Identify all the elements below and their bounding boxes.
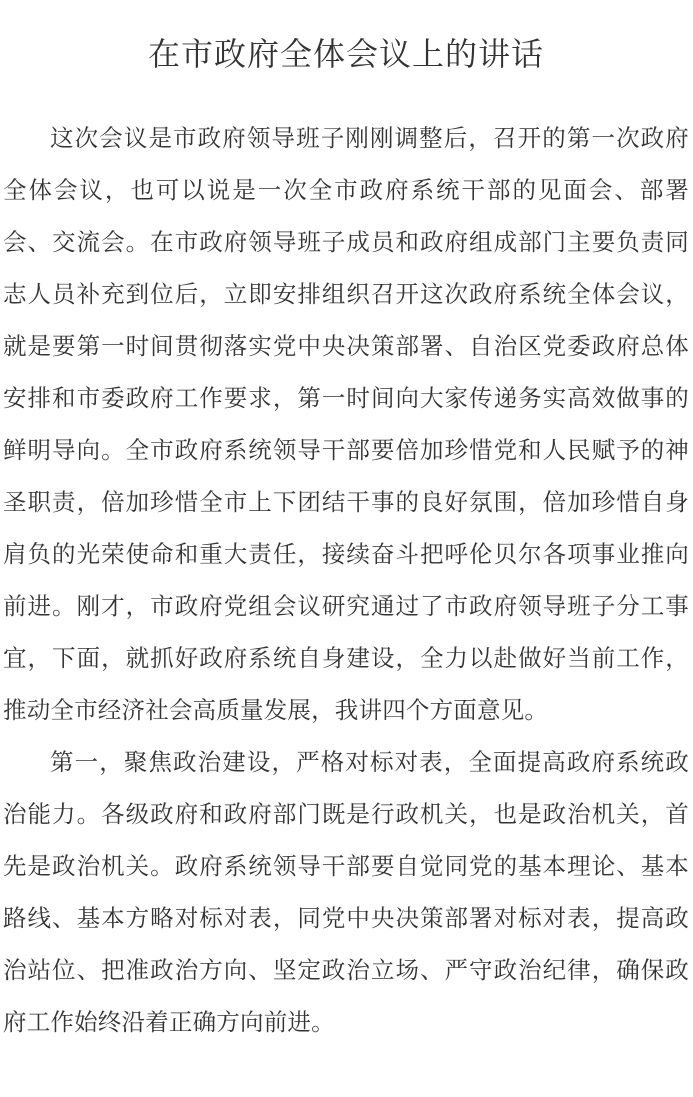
- paragraph-1: 这次会议是市政府领导班子刚刚调整后，召开的第一次政府全体会议，也可以说是一次全市政府系统干部的见面会、部署会、交流会。在市政府领导班子成员和政府组成部门主要负责同志人员补充到位后，立即安排组织召开这次政府系统全体会议，就是要第一时间贯彻落实党中央决策部署、自治区党委政府总体安排和市委政府工作要求，第一时间向大家传递务实高效做事的鲜明导向。全市政府系统领导干部要倍加珍惜党和人民赋予的神圣职责，倍加珍惜全市上下团结干事的良好氛围，倍加珍惜自身肩负的光荣使命和重大责任，接续奋斗把呼伦贝尔各项事业推向前进。刚才，市政府党组会议研究通过了市政府领导班子分工事宜，下面，就抓好政府系统自身建设，全力以赴做好当前工作，推动全市经济社会高质量发展，我讲四个方面意见。: [3, 124, 689, 724]
- document-title: 在市政府全体会议上的讲话: [147, 35, 544, 73]
- document-body: [3, 112, 689, 1048]
- paragraph-2: 第一，聚焦政治建设，严格对标对表，全面提高政府系统政治能力。各级政府和政府部门既是行政机关，也是政治机关，首先是政治机关。政府系统领导干部要自觉同党的基本理论、基本路线、基本方略对标对表，同党中央决策部署对标对表，提高政治站位、把准政治方向、坚定政治立场、严守政治纪律，确保政府工作始终沿着正确方向前进。: [3, 748, 689, 1036]
